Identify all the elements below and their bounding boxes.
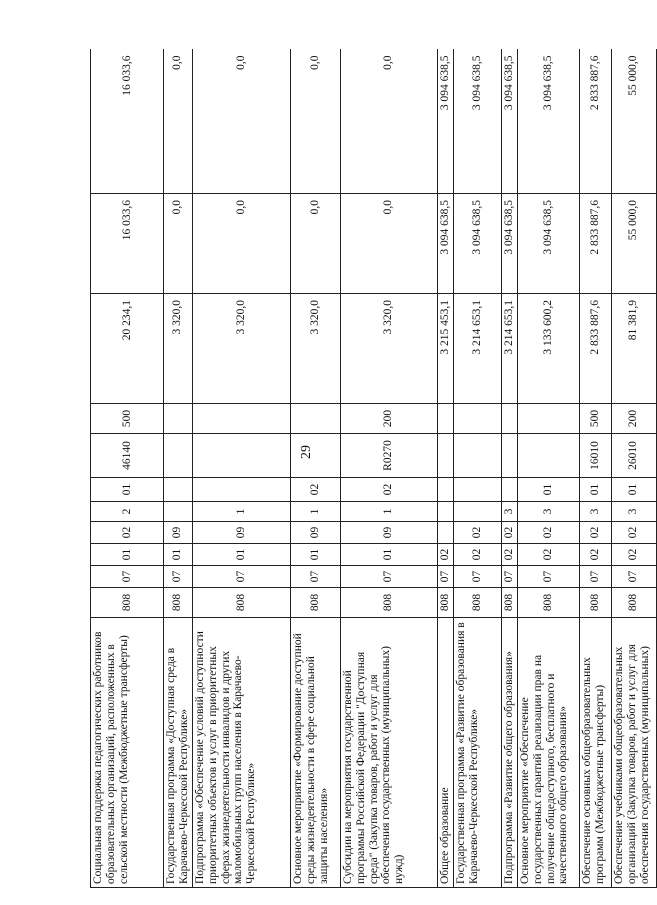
amount-year-3: 0,0: [290, 50, 340, 194]
expense-type-code: 500: [91, 404, 164, 434]
amount-year-3: 0,0: [164, 50, 193, 194]
amount-year-3: 55 000,0: [611, 50, 656, 194]
amount-year-1: 3 320,0: [164, 294, 193, 404]
ministry-code: 808: [437, 588, 453, 618]
direction-code: 26010: [611, 434, 656, 478]
program-code: 09: [340, 522, 437, 544]
amount-year-2: 0,0: [290, 194, 340, 294]
subprogram-code: [453, 502, 501, 522]
direction-code: [192, 434, 290, 478]
program-code: 09: [164, 522, 193, 544]
subsection-code: 02: [453, 544, 501, 566]
expense-type-code: [517, 404, 579, 434]
expense-type-code: [192, 404, 290, 434]
event-code: 02: [290, 478, 340, 502]
section-code: 07: [340, 566, 437, 588]
row-name: Государственная программа «Развитие образования в Карачаево-Черкесской Республике»: [453, 618, 501, 888]
section-code: 07: [517, 566, 579, 588]
table-row: [437, 50, 453, 888]
section-code: 07: [453, 566, 501, 588]
event-code: 01: [611, 478, 656, 502]
table-row: [340, 50, 437, 888]
amount-year-2: 0,0: [340, 194, 437, 294]
section-code: 07: [192, 566, 290, 588]
row-name: Основное мероприятие «Формирование доступной среды жизнедеятельности в сфере социальной защиты населения»: [290, 618, 340, 888]
program-code: 02: [501, 522, 517, 544]
amount-year-3: 3 094 638,5: [437, 50, 453, 194]
row-name: Основное мероприятие «Обеспечение государственных гарантий реализации прав на получение общедоступного, бесплатного и качественного общего образования»: [517, 618, 579, 888]
page-number: 29: [299, 445, 314, 459]
event-code: [164, 478, 193, 502]
ministry-code: 808: [453, 588, 501, 618]
event-code: 01: [91, 478, 164, 502]
rotated-table-region: [90, 50, 651, 888]
subsection-code: 02: [517, 544, 579, 566]
subprogram-code: 2: [91, 502, 164, 522]
row-name: Подпрограмма «Обеспечение условий доступности приоритетных объектов и услуг в приоритетных сферах жизнедеятельности инвалидов и других маломобильных групп населения в Карачаево-Черкесской Республике»: [192, 618, 290, 888]
ministry-code: 808: [91, 588, 164, 618]
program-code: 02: [579, 522, 611, 544]
amount-year-2: 0,0: [164, 194, 193, 294]
amount-year-2: 3 094 638,5: [453, 194, 501, 294]
amount-year-1: 20 234,1: [91, 294, 164, 404]
amount-year-1: 3 214 653,1: [453, 294, 501, 404]
ministry-code: 808: [579, 588, 611, 618]
expense-type-code: [453, 404, 501, 434]
table-row: [164, 50, 193, 888]
direction-code: [437, 434, 453, 478]
ministry-code: 808: [501, 588, 517, 618]
amount-year-2: 3 094 638,5: [501, 194, 517, 294]
amount-year-2: 55 000,0: [611, 194, 656, 294]
amount-year-1: 3 320,0: [290, 294, 340, 404]
event-code: [192, 478, 290, 502]
row-name: Государственная программа «Доступная среда в Карачаево-Черкесской Республике»: [164, 618, 193, 888]
subprogram-code: 3: [517, 502, 579, 522]
table-row: [192, 50, 290, 888]
subsection-code: 01: [192, 544, 290, 566]
table-row: [611, 50, 656, 888]
subprogram-code: 1: [290, 502, 340, 522]
program-code: 02: [91, 522, 164, 544]
amount-year-1: 3 320,0: [192, 294, 290, 404]
ministry-code: 808: [290, 588, 340, 618]
ministry-code: 808: [164, 588, 193, 618]
table-row: [517, 50, 579, 888]
ministry-code: 808: [611, 588, 656, 618]
amount-year-1: 81 381,9: [611, 294, 656, 404]
program-code: 02: [611, 522, 656, 544]
direction-code: 16010: [579, 434, 611, 478]
expense-type-code: 200: [340, 404, 437, 434]
direction-code: R0270: [340, 434, 437, 478]
expense-type-code: [501, 404, 517, 434]
table-row: [579, 50, 611, 888]
event-code: [501, 478, 517, 502]
section-code: 07: [501, 566, 517, 588]
row-name: Субсидии на мероприятия государственной программы Российской Федерации "Доступная среда" (Закупка товаров, работ и услуг для обеспечения государственных (муниципальных) нужд): [340, 618, 437, 888]
amount-year-3: 2 833 887,6: [579, 50, 611, 194]
amount-year-2: 3 094 638,5: [437, 194, 453, 294]
subsection-code: 02: [501, 544, 517, 566]
subsection-code: 01: [91, 544, 164, 566]
expense-type-code: [290, 404, 340, 434]
subprogram-code: 3: [579, 502, 611, 522]
expense-type-code: 500: [579, 404, 611, 434]
section-code: 07: [290, 566, 340, 588]
expense-type-code: 200: [611, 404, 656, 434]
program-code: [437, 522, 453, 544]
amount-year-3: 0,0: [192, 50, 290, 194]
section-code: 07: [611, 566, 656, 588]
direction-code: [290, 434, 340, 478]
table-row: [453, 50, 501, 888]
direction-code: [501, 434, 517, 478]
program-code: 02: [453, 522, 501, 544]
table-row: [91, 50, 164, 888]
amount-year-3: 3 094 638,5: [501, 50, 517, 194]
amount-year-1: 3 214 653,1: [501, 294, 517, 404]
row-name: Подпрограмма «Развитие общего образования»: [501, 618, 517, 888]
amount-year-3: 16 033,6: [91, 50, 164, 194]
subsection-code: 01: [340, 544, 437, 566]
amount-year-1: 3 320,0: [340, 294, 437, 404]
program-code: 09: [290, 522, 340, 544]
amount-year-1: 2 833 887,6: [579, 294, 611, 404]
table-row: [501, 50, 517, 888]
subprogram-code: [437, 502, 453, 522]
subsection-code: 02: [611, 544, 656, 566]
ministry-code: 808: [192, 588, 290, 618]
table-row: [290, 50, 340, 888]
program-code: 09: [192, 522, 290, 544]
direction-code: [517, 434, 579, 478]
amount-year-2: 16 033,6: [91, 194, 164, 294]
subprogram-code: 3: [611, 502, 656, 522]
expense-type-code: [437, 404, 453, 434]
direction-code: [164, 434, 193, 478]
subsection-code: 01: [164, 544, 193, 566]
subprogram-code: [164, 502, 193, 522]
direction-code: [453, 434, 501, 478]
event-code: 01: [517, 478, 579, 502]
table-body: [91, 50, 657, 888]
section-code: 07: [579, 566, 611, 588]
section-code: 07: [91, 566, 164, 588]
subprogram-code: 3: [501, 502, 517, 522]
ministry-code: 808: [340, 588, 437, 618]
row-name: Общее образование: [437, 618, 453, 888]
amount-year-1: 3 133 600,2: [517, 294, 579, 404]
amount-year-2: 3 094 638,5: [517, 194, 579, 294]
expense-type-code: [164, 404, 193, 434]
amount-year-1: 3 215 453,1: [437, 294, 453, 404]
section-code: 07: [164, 566, 193, 588]
event-code: 01: [579, 478, 611, 502]
subprogram-code: 1: [340, 502, 437, 522]
event-code: [437, 478, 453, 502]
amount-year-2: 2 833 887,6: [579, 194, 611, 294]
amount-year-3: 3 094 638,5: [517, 50, 579, 194]
amount-year-3: 0,0: [340, 50, 437, 194]
budget-table: [90, 50, 657, 889]
amount-year-3: 3 094 638,5: [453, 50, 501, 194]
row-name: Обеспечение учебниками общеобразовательных организаций (Закупка товаров, работ и услуг для обеспечения государственных (муниципальных): [611, 618, 656, 888]
subsection-code: 02: [579, 544, 611, 566]
subsection-code: 01: [290, 544, 340, 566]
program-code: 02: [517, 522, 579, 544]
ministry-code: 808: [517, 588, 579, 618]
subprogram-code: 1: [192, 502, 290, 522]
row-name: Обеспечение основных общеобразовательных программ (Межбюджетные трансферты): [579, 618, 611, 888]
subsection-code: 02: [437, 544, 453, 566]
event-code: 02: [340, 478, 437, 502]
section-code: 07: [437, 566, 453, 588]
amount-year-2: 0,0: [192, 194, 290, 294]
row-name: Социальная поддержка педагогических работников образовательных организаций, расположенных в сельской местности (Межбюджетные трансферты): [91, 618, 164, 888]
direction-code: 46140: [91, 434, 164, 478]
event-code: [453, 478, 501, 502]
